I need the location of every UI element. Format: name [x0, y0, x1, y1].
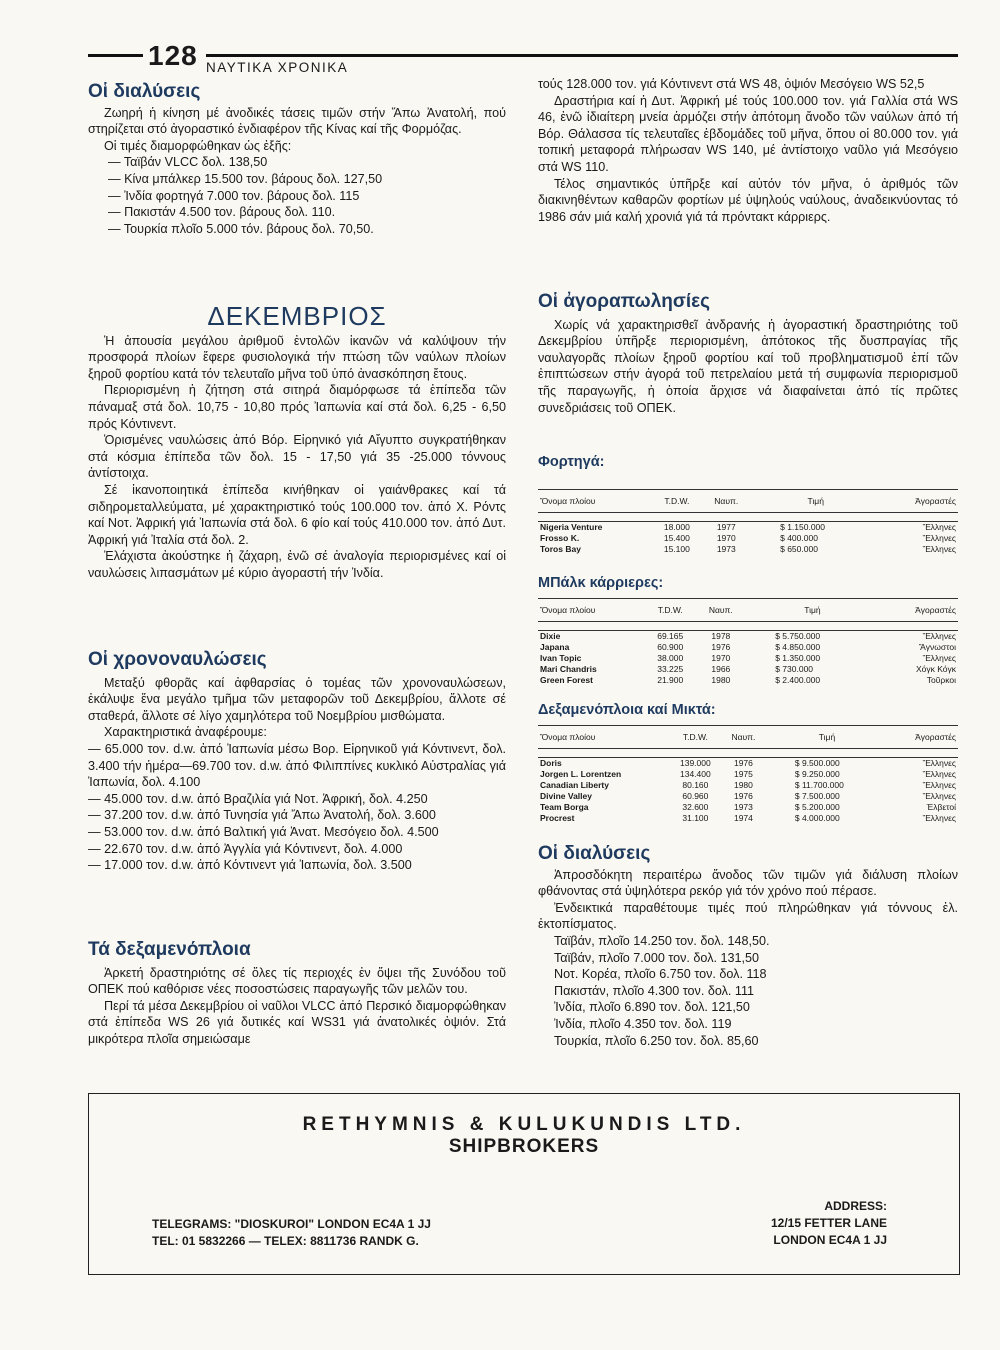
cell-price: $ 5.200.000	[794, 802, 840, 813]
column-header: Ναυπ.	[696, 598, 745, 622]
cell-name: Japana	[540, 642, 570, 653]
cell-name: Dixie	[540, 631, 561, 642]
contact-info	[152, 1216, 431, 1250]
table-header-row	[538, 489, 958, 513]
cell-price: $ 4.850.000	[775, 642, 821, 653]
page-number: 128	[148, 40, 198, 71]
cell-price: $ 5.750.000	[775, 631, 821, 642]
cell-built: 1976	[711, 642, 731, 653]
section-title: Τά δεξαμενόπλοια	[88, 939, 251, 960]
cell-buyer: Ἕλληνες	[922, 791, 956, 802]
section-title: Οἱ διαλύσεις	[538, 843, 651, 864]
cell-name: Ivan Topic	[540, 653, 582, 664]
cell-name: Mari Chandris	[540, 664, 597, 675]
cell-tdw: 31.100	[682, 813, 709, 824]
advertisement-box	[88, 1093, 960, 1275]
cell-built: 1975	[733, 769, 753, 780]
cell-tdw: 69.165	[657, 631, 684, 642]
paragraph: Μεταξύ φθορᾶς καί ἀφθαρσίας ὁ τομέας τῶν χρονοναυλώσεων, ἐκάλυψε ἕνα μεγάλο τμῆμα τῶν μεταφορῶν τοῦ Δεκεμβρίου, ἄλλοτε σέ σταθερά, ἄλλοτε σέ λίγο χαμηλότερα τοῦ Νοεμβρίου μισθώματα.	[88, 675, 506, 723]
table-row	[538, 780, 958, 791]
cell-buyer: Χόγκ Κόγκ	[915, 664, 956, 675]
list-item: Ἰνδία, πλοῖο 4.350 τον. δολ. 119	[554, 1016, 732, 1031]
cell-tdw: 80.160	[682, 780, 709, 791]
cell-built: 1970	[716, 533, 736, 544]
company-subtitle: SHIPBROKERS	[448, 1136, 600, 1157]
paragraph: Σέ ἱκανοποιητικά ἐπίπεδα κινήθηκαν οἱ γαιάνθρακες καί τά σιδηρομεταλλεύματα, μέ χαρακτηριστικό τούς 100.000 τον. ἀπό Χ. Ρόντς καί Νοτ. Ἀφρική γιά Ἰαπωνία στά δολ. 6 φίο καί τούς 410.000 τον. ἀπό Δυτ. Ἀφρική γιά Ἰταλία στά δολ. 2.	[88, 482, 506, 547]
column-header: Ὄνομα πλοίου	[538, 725, 669, 749]
cell-name: Nigeria Venture	[540, 522, 603, 533]
cell-price: $ 650.000	[780, 544, 818, 555]
column-header: T.D.W.	[651, 489, 702, 513]
cell-buyer: Ἑλβετοί	[926, 802, 956, 813]
cell-price: $ 1.350.000	[775, 653, 821, 664]
list-item: Ταϊβάν, πλοῖο 7.000 τον. δολ. 131,50	[554, 950, 760, 965]
section-sales	[538, 291, 958, 416]
column-header: T.D.W.	[669, 725, 722, 749]
table-row	[538, 802, 958, 813]
paragraph: Ἐνδεικτικά παραθέτουμε τιμές πού πληρώθηκαν γιά τόννους ἐλ. ἐκτοπίσματος.	[538, 900, 958, 932]
list-item: Ἰνδία, πλοῖο 6.890 τον. δολ. 121,50	[554, 1000, 750, 1015]
section-title: Οἱ διαλύσεις	[88, 81, 201, 102]
address-label: ADDRESS:	[824, 1199, 887, 1213]
table-row	[538, 653, 958, 664]
section-tankers	[88, 939, 506, 1048]
cell-buyer: Ἕλληνες	[922, 631, 956, 642]
list-item: Ταϊβάν, πλοῖο 14.250 τον. δολ. 148,50.	[554, 933, 770, 948]
cell-name: Procrest	[540, 813, 575, 824]
cell-buyer: Ἕλληνες	[922, 769, 956, 780]
section-title: Οἱ χρονοναυλώσεις	[88, 649, 267, 670]
cell-tdw: 21.900	[657, 675, 684, 686]
table-row	[538, 533, 958, 544]
cell-buyer: Ἄγνωστοι	[918, 642, 956, 653]
cell-price: $ 11.700.000	[794, 780, 844, 791]
paragraph: τούς 128.000 τον. γιά Κόντινεντ στά WS 48, ὀψιόν Μεσόγειο WS 52,5	[538, 77, 925, 91]
list-item: Νοτ. Κορέα, πλοῖο 6.750 τον. δολ. 118	[554, 967, 767, 982]
magazine-title: ΝΑΥΤΙΚΑ ΧΡΟΝΙΚΑ	[206, 60, 349, 75]
cargo-sales	[538, 454, 958, 555]
cell-name: Green Forest	[540, 675, 593, 686]
cell-name: Frosso K.	[540, 533, 580, 544]
tankers-continued	[538, 76, 958, 225]
paragraph: Οἱ τιμές διαμορφώθηκαν ὡς ἑξῆς:	[104, 138, 292, 153]
sales-table	[538, 489, 958, 556]
section-time-charters	[88, 649, 506, 874]
header-rule	[88, 54, 143, 57]
table-row	[538, 664, 958, 675]
cell-price: $ 9.250.000	[794, 769, 840, 780]
cell-tdw: 38.000	[657, 653, 684, 664]
cell-built: 1978	[711, 631, 731, 642]
table-header-row	[538, 598, 958, 622]
table-row	[538, 675, 958, 686]
list-item: — Ταϊβάν VLCC δολ. 138,50	[108, 155, 268, 170]
cell-buyer: Ἕλληνες	[922, 533, 956, 544]
list-item: — 45.000 τον. d.w. ἀπό Βραζιλία γιά Νοτ. Ἀφρική, δολ. 4.250	[88, 791, 428, 806]
list-item: — 17.000 τον. d.w. ἀπό Κόντινεντ γιά Ἰαπωνία, δολ. 3.500	[88, 858, 412, 873]
sales-table	[538, 725, 958, 825]
list-item: — 22.670 τον. d.w. ἀπό Ἀγγλία γιά Κόντινεντ, δολ. 4.000	[88, 841, 403, 856]
cell-built: 1966	[711, 664, 731, 675]
table-header-row	[538, 725, 958, 749]
address-block	[771, 1198, 887, 1249]
header-rule	[206, 54, 958, 57]
paragraph: Ζωηρή ἡ κίνηση μέ ἀνοδικές τάσεις τιμῶν στήν Ἄπω Ἀνατολή, πού στηρίζεται στό ἀγοραστικό ἐνδιαφέρον τῆς Κίνας καί τῆς Φορμόζας.	[88, 105, 506, 137]
cell-tdw: 134.400	[680, 769, 711, 780]
table-row	[538, 758, 958, 770]
paragraph: Περί τά μέσα Δεκεμβρίου οἱ ναῦλοι VLCC ἀπό Περσικό διαμορφώθηκαν στά ἐπίπεδα WS 26 γιά δυτικές καί WS31 γιά ἀνατολικές ὀψιόν. Στά μικρότερα πλοῖα σημειώσαμε	[88, 998, 506, 1046]
cell-built: 1980	[733, 780, 753, 791]
list-item: — 53.000 τον. d.w. ἀπό Βαλτική γιά Ἀνατ. Μεσόγειο δολ. 4.500	[88, 824, 439, 839]
cell-buyer: Ἕλληνες	[922, 522, 956, 533]
cell-price: $ 1.150.000	[780, 522, 826, 533]
cell-name: Doris	[540, 758, 562, 769]
cell-buyer: Τοῦρκοι	[926, 675, 956, 686]
cell-built: 1970	[711, 653, 731, 664]
table-row	[538, 791, 958, 802]
section-title: Οἱ ἀγοραπωλησίες	[538, 291, 711, 312]
paragraph: Χωρίς νά χαρακτηρισθεῖ ἀνδρανής ἡ ἀγοραστική δραστηριότης τοῦ Δεκεμβρίου ὑπῆρξε περιορισμένη, ἀπότοκος τῆς δυσπραγίας τῆς ναυλαγορᾶς πλοίων ξηροῦ φορτίου καί τοῦ προβληματισμοῦ ἐπί τῶν ἐπιπτώσεων στήν ἀγορά τοῦ πετρελαίου μετά τή συμφωνία περιορισμοῦ τῆς παραγωγῆς, ἡ ὁποία ἄρχισε νά διαφαίνεται ἀπό τίς πρῶτες συνεδριάσεις τοῦ ΟΠΕΚ.	[538, 317, 958, 415]
cell-tdw: 60.960	[682, 791, 709, 802]
bulk-sales	[538, 575, 958, 686]
cell-built: 1973	[733, 802, 753, 813]
page-header	[88, 40, 958, 74]
paragraph: Ἐλάχιστα ἀκούστηκε ἡ ζάχαρη, ἐνῶ σέ ἀναλογία περιορισμένες καί οἱ ναυλώσεις λιπασμάτων μέ κύριο ἀγοραστή τήν Ἰνδία.	[88, 549, 506, 580]
list-item: — Ἰνδία φορτηγά 7.000 τον. βάρους δολ. 115	[108, 188, 360, 203]
column-header: Τιμή	[745, 598, 879, 622]
tanker-sales	[538, 702, 958, 824]
cell-tdw: 60.900	[657, 642, 684, 653]
column-header: Ὄνομα πλοίου	[538, 489, 651, 513]
paragraph: Τέλος σημαντικός ὑπῆρξε καί αὐτόν τόν μῆνα, ὁ ἀριθμός τῶν διακινηθέντων καθαρῶν φορτίων μέ ὑψηλούς ναύλους, ἀναδεικνύοντας τό 1986 σάν μιά καλή χρονιά γιά τά πρόντακτ κάρριερς.	[538, 176, 958, 224]
table-row	[538, 813, 958, 824]
list-item: — 65.000 τον. d.w. ἀπό Ἰαπωνία μέσω Βορ. Εἰρηνικοῦ γιά Κόντινεντ, δολ. 3.400 τήν ἡμέρα—69.700 τον. d.w. ἀπό Φιλιππίνες κυκλικό Αὐστραλίας γιά Ἰαπωνία, δολ. 4.100	[88, 741, 506, 790]
address-line: LONDON EC4A 1 JJ	[773, 1233, 887, 1247]
cell-price: $ 7.500.000	[794, 791, 840, 802]
list-item: — Τουρκία πλοῖο 5.000 τόν. βάρους δολ. 70,50.	[108, 221, 374, 236]
address-line: 12/15 FETTER LANE	[770, 1216, 887, 1230]
column-header: Ἀγοραστές	[881, 489, 958, 513]
cell-price: $ 730.000	[775, 664, 814, 675]
column-header: Τιμή	[765, 725, 889, 749]
cell-tdw: 15.400	[663, 533, 690, 544]
section-scrapping-1	[88, 81, 506, 237]
table-title: ΜΠάλκ κάρριερες:	[538, 575, 664, 591]
month-heading: ΔΕΚΕΜΒΡΙΟΣ	[207, 301, 387, 331]
cell-tdw: 139.000	[680, 758, 711, 769]
list-item: — Πακιστάν 4.500 τον. βάρους δολ. 110.	[108, 205, 336, 220]
cell-name: Canadian Liberty	[540, 780, 609, 791]
cell-tdw: 15.100	[663, 544, 690, 555]
cell-built: 1974	[733, 813, 753, 824]
column-header: Ναυπ.	[722, 725, 765, 749]
cell-tdw: 33.225	[657, 664, 684, 675]
cell-built: 1977	[716, 522, 736, 533]
list-item: — 37.200 τον. d.w. ἀπό Τυνησία γιά Ἄπω Ἀνατολή, δολ. 3.600	[88, 808, 436, 823]
table-row	[538, 522, 958, 534]
cell-name: Divine Valley	[540, 791, 592, 802]
paragraph: Δραστήρια καί ἡ Δυτ. Ἀφρική μέ τούς 100.000 τον. γιά Γαλλία στά WS 46, ἐνῶ ἰδιαίτερη μνεία ἁρμόζει στήν ἀπότομη ἄνοδο τῶν ναύλων ἀπό τή Βόρ. Θάλασσα τίς τελευταῖες ἑβδομάδες τοῦ μῆνα, ὅπου οἱ 80.000 τον. γιά τοπική μεταφορά πλήρωσαν WS 140, μέ ἀντίστοιχο ναῦλο γιά Μεσόγειο στά WS 110.	[538, 93, 958, 174]
column-header: Ἀγοραστές	[889, 725, 958, 749]
telephone-telex: TEL: 01 5832266 — TELEX: 8811736 RANDK G.	[152, 1234, 419, 1248]
cell-buyer: Ἕλληνες	[922, 813, 956, 824]
cell-price: $ 2.400.000	[775, 675, 821, 686]
table-row	[538, 544, 958, 555]
cell-built: 1976	[733, 791, 753, 802]
table-row	[538, 642, 958, 653]
cell-name: Toros Bay	[540, 544, 581, 555]
cell-name: Team Borga	[540, 802, 589, 813]
paragraph: Χαρακτηριστικά ἀναφέρουμε:	[104, 725, 267, 740]
column-header: Ὄνομα πλοίου	[538, 598, 644, 622]
cell-buyer: Ἕλληνες	[922, 758, 956, 769]
paragraph: Ἀπροσδόκητη περαιτέρω ἄνοδος τῶν τιμῶν γιά διάλυση πλοίων φθάνοντας στά ὑψηλότερα ρεκόρ γιά τόν χρόνο πού πέρασε.	[538, 867, 958, 899]
table-row	[538, 769, 958, 780]
list-item: Πακιστάν, πλοῖο 4.300 τον. δολ. 111	[554, 983, 755, 998]
paragraph: Περιορισμένη ἡ ζήτηση στά σιτηρά διαμόρφωσε τά ἐπίπεδα τῶν πάναμαξ στά δολ. 10,75 - 10,80 πρός Ἰαπωνία καί στά δολ. 6,25 - 6,50 πρός Κόντινεντ.	[88, 383, 506, 431]
column-header: Ἀγοραστές	[880, 598, 958, 622]
section-scrapping-2	[538, 843, 958, 1049]
cell-built: 1976	[733, 758, 753, 769]
column-header: Ναυπ.	[702, 489, 750, 513]
section-december	[88, 301, 506, 582]
company-name: RETHYMNIS & KULUKUNDIS LTD.	[302, 1114, 746, 1135]
cell-name: Jorgen L. Lorentzen	[540, 769, 622, 780]
cell-price: $ 9.500.000	[794, 758, 840, 769]
table-title: Φορτηγά:	[538, 454, 605, 470]
column-header: Τιμή	[750, 489, 881, 513]
paragraph: Ἀρκετή δραστηριότης σέ ὅλες τίς περιοχές ἐν ὄψει τῆς Συνόδου τοῦ ΟΠΕΚ πού καθόρισε νέες ποσοστώσεις παραγωγῆς τῶν μελῶν του.	[88, 965, 506, 997]
cell-built: 1980	[711, 675, 731, 686]
cell-tdw: 18.000	[663, 522, 690, 533]
column-header: T.D.W.	[644, 598, 696, 622]
cell-buyer: Ἕλληνες	[922, 544, 956, 555]
cell-tdw: 32.600	[682, 802, 709, 813]
paragraph: Ὁρισμένες ναυλώσεις ἀπό Βόρ. Εἰρηνικό γιά Αἴγυπτο συγκρατήθηκαν στά κόσμια ἐπίπεδα τῶν δολ. 15 - 17,50 γιά 35 -25.000 τόννους ἀντίστοιχα.	[88, 433, 506, 481]
price-list	[538, 933, 958, 1049]
sales-table	[538, 598, 958, 687]
cell-price: $ 400.000	[780, 533, 818, 544]
cell-buyer: Ἕλληνες	[922, 653, 956, 664]
list-item: — Κίνα μπάλκερ 15.500 τον. βάρους δολ. 127,50	[108, 171, 383, 186]
table-title: Δεξαμενόπλοια καί Μικτά:	[538, 702, 716, 718]
telegrams: TELEGRAMS: "DIOSKUROI" LONDON EC4A 1 JJ	[152, 1217, 431, 1231]
table-row	[538, 631, 958, 643]
cell-buyer: Ἕλληνες	[922, 780, 956, 791]
cell-price: $ 4.000.000	[794, 813, 840, 824]
paragraph: Ἡ ἀπουσία μεγάλου ἀριθμοῦ ἐντολῶν ἱκανῶν νά καλύψουν τήν προσφορά πλοίων ἔφερε φυσιολογικά τήν πτώση τῶν ναύλων πλοίων ξηροῦ φορτίου κατά τόν τελευταῖο μῆνα τοῦ ὑπό ἀνασκόπηση ἔτους.	[88, 333, 506, 381]
list-item: Τουρκία, πλοῖο 6.250 τον. δολ. 85,60	[554, 1033, 759, 1048]
cell-built: 1973	[716, 544, 736, 555]
